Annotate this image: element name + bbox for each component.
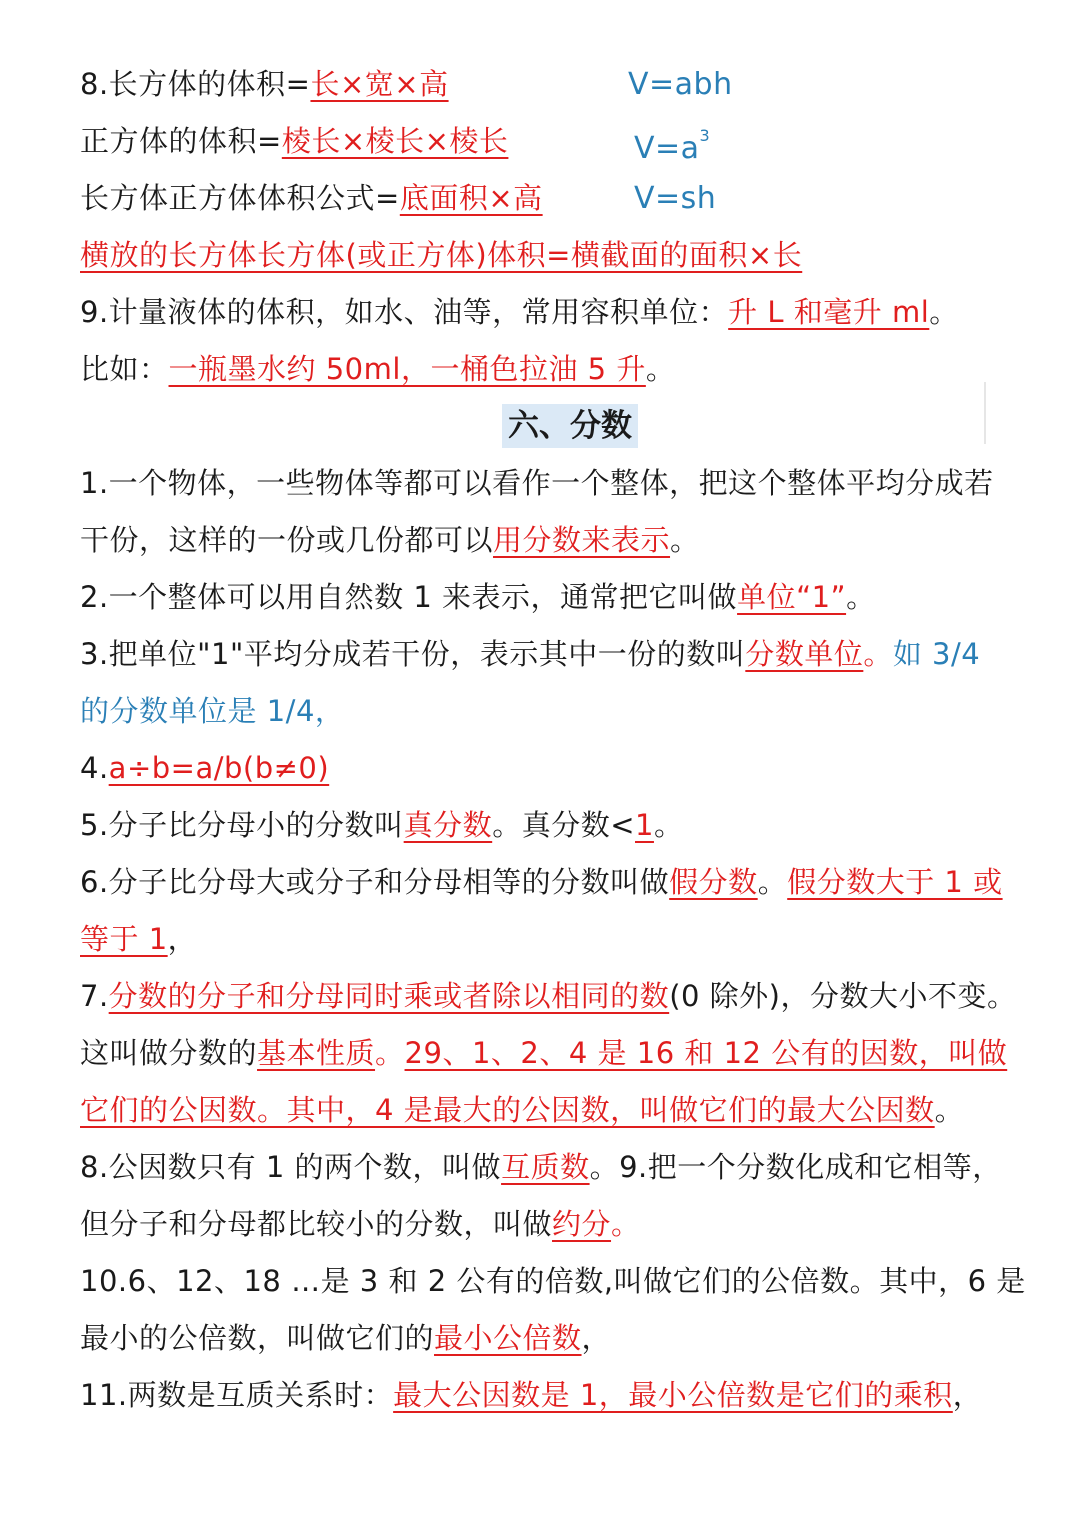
s6-item5-prefix: 5.分子比分母小的分数叫 (80, 808, 404, 842)
s6-item5-suffix: 。 (653, 808, 684, 842)
s6-item3-suffix: 。 (863, 637, 893, 671)
cube-prefix: 正方体的体积= (80, 124, 282, 158)
s6-item6-line1 (80, 854, 1003, 911)
s6-item3-line1 (80, 626, 1000, 683)
horizontal-text: 横放的长方体长方体(或正方体)体积=横截面的面积×长 (80, 238, 803, 272)
s6-item10-line1 (80, 1253, 1026, 1310)
s6-item8-line2 (80, 1196, 1000, 1253)
s6-item10-line2-suffix: ， (581, 1321, 612, 1355)
item9-liquid-volume (80, 284, 1000, 341)
section-heading: 六、分数 (502, 404, 638, 448)
s6-item8-line2-answer: 约分 (552, 1207, 612, 1241)
cube-answer: 棱长×棱长×棱长 (281, 124, 509, 158)
s6-item6-line2 (80, 911, 1000, 968)
s6-item5-answer2: 1 (635, 808, 654, 842)
s6-item2-prefix: 2.一个整体可以用自然数 1 来表示，通常把它叫做 (80, 580, 738, 614)
general-prefix: 长方体正方体体积公式= (80, 181, 400, 215)
general-volume-formula (80, 170, 1000, 227)
s6-item7-line2-answer: 基本性质 (257, 1036, 376, 1070)
s6-item7-prefix: 7. (80, 979, 109, 1013)
s6-item7-line2-middle: 。 (375, 1036, 405, 1070)
section-heading-row (80, 398, 1000, 455)
example-answer: 一瓶墨水约 50ml，一桶色拉油 5 升 (168, 352, 646, 386)
s6-item4-answer: a÷b=a/b(b≠0) (108, 751, 330, 785)
s6-item7-line3-suffix: 。 (934, 1093, 965, 1127)
s6-item7-answer: 分数的分子和分母同时乘或者除以相同的数 (108, 979, 670, 1013)
s6-item6-prefix: 6.分子比分母大或分子和分母相等的分数叫做 (80, 865, 670, 899)
s6-item7-line2-answer2: 29、1、2、4 是 16 和 12 公有的因数，叫做 (404, 1036, 1008, 1070)
item8-answer: 长×宽×高 (310, 67, 449, 101)
s6-item3-note1: 如 3/4 (892, 637, 981, 671)
cube-formula (634, 113, 710, 177)
s6-item6-line2-answer: 等于 1 (80, 922, 168, 956)
s6-item7-line2 (80, 1025, 1008, 1082)
s6-item1-line2 (80, 512, 1000, 569)
s6-item6-answer: 假分数 (669, 865, 758, 899)
s6-item3-prefix: 3.把单位"1"平均分成若干份，表示其中一份的数叫 (80, 637, 746, 671)
example-prefix: 比如： (80, 352, 169, 386)
s6-item1-prefix: 干份，这样的一份或几份都可以 (80, 523, 494, 557)
s6-item6-line2-suffix: ， (167, 922, 198, 956)
s6-item6-answer2: 假分数大于 1 或 (787, 865, 1003, 899)
s6-item7-line3-answer: 它们的公因数。其中，4 是最大的公因数，叫做它们的最大公因数 (80, 1093, 935, 1127)
s6-item3-line2 (80, 683, 1000, 740)
s6-item8-prefix: 8.公因数只有 1 的两个数，叫做 (80, 1150, 502, 1184)
cube-formula-base: V=a (634, 131, 700, 166)
s6-item5-answer: 真分数 (403, 808, 493, 842)
cube-formula-exponent: 3 (699, 126, 711, 145)
item9-prefix: 9.计量液体的体积，如水、油等，常用容积单位： (80, 295, 729, 329)
s6-item4 (80, 740, 1000, 797)
horizontal-cuboid-rule (80, 227, 1000, 284)
s6-item11 (80, 1367, 1000, 1424)
s6-item8-suffix: 。9.把一个分数化成和它相等， (589, 1150, 1002, 1184)
s6-item8-line2-suffix: 。 (611, 1207, 641, 1241)
s6-item1-answer: 用分数来表示 (493, 523, 671, 557)
s6-item5-middle: 。真分数< (492, 808, 635, 842)
s6-item7-line2-prefix: 这叫做分数的 (80, 1036, 258, 1070)
s6-item11-answer: 最大公因数是 1，最小公倍数是它们的乘积 (393, 1378, 953, 1412)
s6-item10-line2-prefix: 最小的公倍数，叫做它们的 (80, 1321, 435, 1355)
example-line (80, 341, 1000, 398)
item8-prefix: 8.长方体的体积= (80, 67, 311, 101)
s6-item11-suffix: ， (952, 1378, 983, 1412)
example-suffix: 。 (645, 352, 676, 386)
s6-item7-line3 (80, 1082, 1000, 1139)
item8-volume-cuboid (80, 56, 1000, 113)
worksheet (80, 56, 1026, 1424)
s6-item10-line2 (80, 1310, 1000, 1367)
item9-suffix: 。 (929, 295, 959, 329)
s6-item1-suffix: 。 (670, 523, 700, 557)
cube-volume (80, 113, 1000, 170)
s6-item1-text: 1.一个物体，一些物体等都可以看作一个整体，把这个整体平均分成若 (80, 466, 994, 500)
item8-formula: V=abh (628, 67, 733, 102)
item9-answer: 升 L 和毫升 ml (728, 295, 930, 329)
s6-item7-suffix: (0 除外)，分数大小不变。 (669, 979, 1017, 1013)
s6-item2-answer: 单位“1” (737, 580, 847, 614)
s6-item4-prefix: 4. (80, 751, 109, 785)
s6-item10-line2-answer: 最小公倍数 (434, 1321, 582, 1355)
s6-item3-note2: 的分数单位是 1/4， (80, 694, 345, 728)
s6-item8-line1 (80, 1139, 1000, 1196)
s6-item8-answer: 互质数 (501, 1150, 590, 1184)
s6-item5 (80, 797, 1000, 854)
general-formula: V=sh (634, 181, 717, 216)
s6-item8-line2-prefix: 但分子和分母都比较小的分数，叫做 (80, 1207, 553, 1241)
s6-item10-text: 10.6、12、18 …是 3 和 2 公有的倍数,叫做它们的公倍数。其中，6 是 (80, 1264, 1026, 1298)
s6-item7-line1 (80, 968, 1017, 1025)
s6-item2 (80, 569, 1000, 626)
s6-item11-prefix: 11.两数是互质关系时： (80, 1378, 394, 1412)
s6-item1-line1 (80, 455, 1000, 512)
s6-item6-middle: 。 (757, 865, 788, 899)
s6-item3-answer: 分数单位 (745, 637, 864, 671)
s6-item2-suffix: 。 (846, 580, 876, 614)
general-answer: 底面积×高 (399, 181, 543, 215)
